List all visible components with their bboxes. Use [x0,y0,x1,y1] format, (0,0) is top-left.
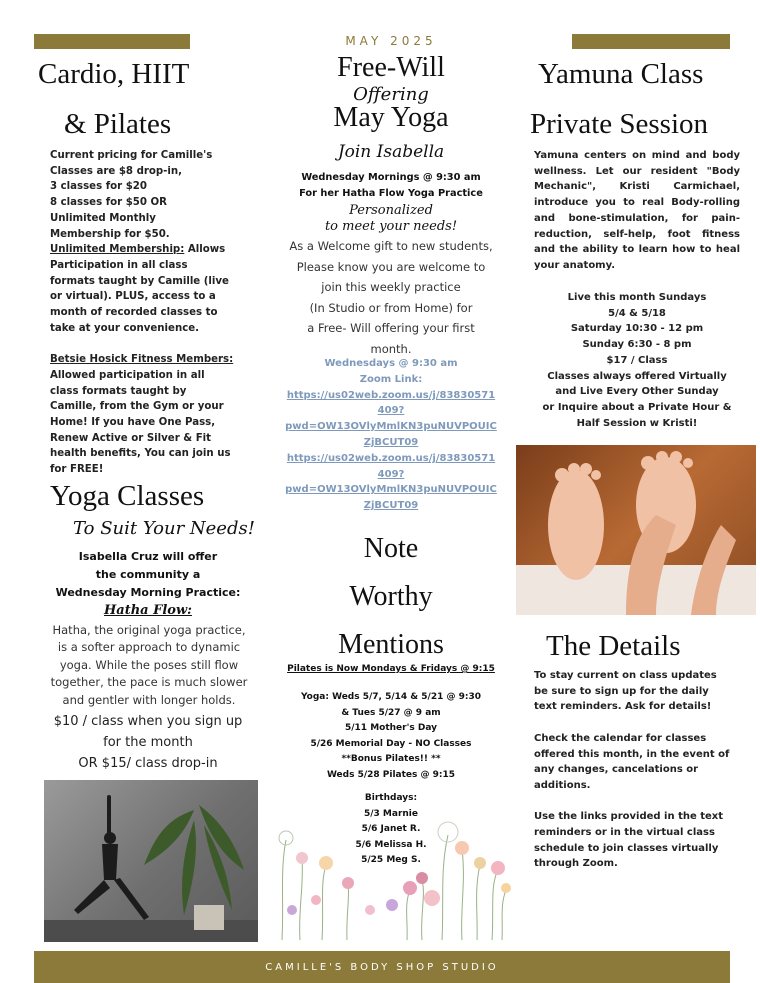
yamuna-title: Yamuna Class [538,58,704,90]
offering-script: Offering [353,84,429,105]
details-text: To stay current on class updates be sure to sign up for the daily text reminders. Ask for details! Check the calendar for classes offered this month, in the event of any changes, cancelations or additions. Use the links provided in the text reminders or in the virtual class schedule to join classes virtually through Zoom. [534,670,730,870]
pilates-line: Pilates is Now Mondays & Fridays @ 9:15 [287,664,495,674]
join-isabella: Join Isabella [337,142,445,162]
personalized: Personalized [349,203,433,218]
yoga-figure-illustration [44,780,258,942]
birthdays: Birthdays: 5/3 Marnie 5/6 Janet R. 5/6 Melissa H. 5/25 Meg S. [355,793,427,866]
yoga-intro: Isabella Cruz will offer the community a Wednesday Morning Practice: Hatha Flow: [28,548,268,620]
hatha-description: Hatha, the original yoga practice, is a softer approach to dynamic yoga. While the poses still flow together, the pace is much slower and gentler with longer holds. [50,623,248,707]
yoga-classes-title: Yoga Classes [50,480,205,512]
yoga-script-subtitle: To Suit Your Needs! [73,518,255,539]
month-label: MAY 2025 [345,34,437,48]
zoom-link-1[interactable]: https://us02web.zoom.us/j/83830571 409? pwd=OW13OVlyMmlKN3puNUVPOUIC ZjBCUT09 [285,389,497,448]
zoom-block: Wednesdays @ 9:30 am Zoom Link: https://us02web.zoom.us/j/83830571 409? pwd=OW13OVlyMmlKN3puNUVPOUIC ZjBCUT09 https://us02web.zoom.us/j/83830571 409? pwd=OW13OVlyMmlKN3puNUVPOUIC ZjBCUT09 [276,356,506,514]
header-bar-right [572,34,730,49]
footer-bar [34,951,730,983]
massage-photo [516,445,756,615]
zoom-link-2[interactable]: https://us02web.zoom.us/j/83830571 409? pwd=OW13OVlyMmlKN3puNUVPOUIC ZjBCUT09 [285,452,497,512]
private-session-title: Private Session [530,108,709,140]
studio-name: CAMILLE'S BODY SHOP STUDIO [265,961,499,973]
yamuna-intro: Yamuna centers on mind and body wellness. Let our resident "Body Mechanic", Kristi Carmichael, introduce you to real Body-rolling and bone-stimulation, for pain-reduction, self-help, foot fitness and the ability to learn how to heal your anatomy. [534,150,740,271]
details-title: The Details [546,630,681,662]
feet-illustration [516,445,756,615]
yoga-photo [44,780,258,942]
welcome-text: As a Welcome gift to new students, Please know you are welcome to join this weekly practice (In Studio or from Home) for a Free- Will offering your first month. [289,239,493,356]
note-worthy-title: Note Worthy Mentions [338,533,444,660]
free-will-title: Free-Will [337,52,445,83]
hatha-flow-label: Hatha Flow: [104,603,192,618]
yamuna-schedule: Live this month Sundays 5/4 & 5/18 Saturday 10:30 - 12 pm Sunday 6:30 - 8 pm $17 / Class Classes always offered Virtually and Live Every Other Sunday or Inquire about a Private Hour & Half Session w Kristi! [542,292,732,429]
membership-label: Unlimited Membership: [50,244,185,256]
cardio-title: Cardio, HIIT [38,58,190,90]
header-bar-left [34,34,190,49]
wednesday-info: Wednesday Mornings @ 9:30 am For her Hatha Flow Yoga Practice [299,172,483,199]
pricing-block: Current pricing for Camille's Classes are $8 drop-in, 3 classes for $20 8 classes for $50 OR Unlimited Monthly Membership for $50. Unlimited Membership: Allows Participation in all class formats taught by Camille (live or virtual). PLUS, access to a month of recorded classes to take at your convenience. Betsie Hosick Fitness Members: Allowed participation in all class formats taught by Camille, from the Gym or your Home! If you have One Pass, Renew Active or Silver & Fit health benefits, You can join us for FREE! [50,148,265,478]
betsie-label: Betsie Hosick Fitness Members: [50,354,234,366]
yoga-price: $10 / class when you sign up for the month OR $15/ class drop-in [53,714,243,771]
to-meet-needs: to meet your needs! [324,219,458,234]
may-yoga-title: May Yoga [333,102,449,133]
cardio-title-2: & Pilates [64,108,172,140]
schedule: Yoga: Weds 5/7, 5/14 & 5/21 @ 9:30 & Tues 5/27 @ 9 am 5/11 Mother's Day 5/26 Memorial Day - NO Classes **Bonus Pilates!! ** Weds 5/28 Pilates @ 9:15 [300,692,482,780]
